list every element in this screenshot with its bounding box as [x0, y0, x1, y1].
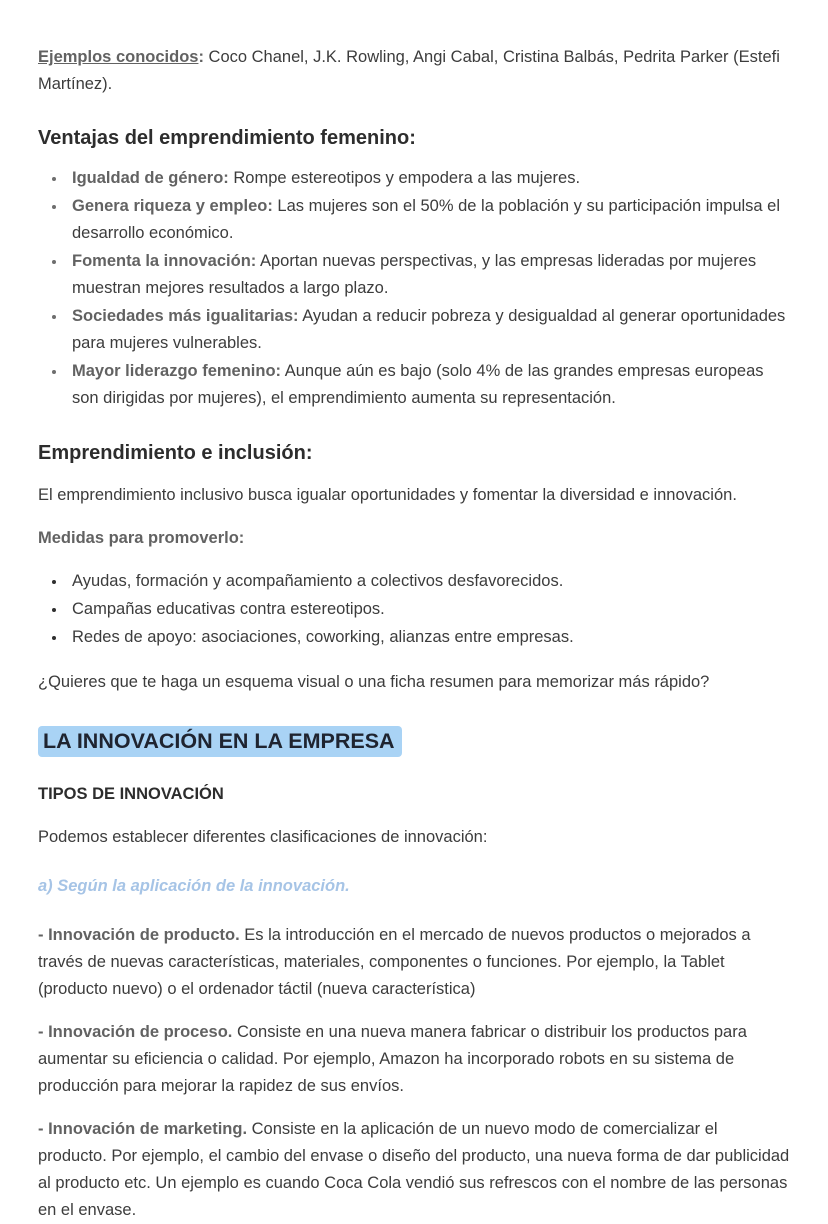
heading-ventajas: Ventajas del emprendimiento femenino:: [38, 127, 416, 150]
bullet-label: Igualdad de género:: [72, 169, 229, 188]
heading-inclusion: Emprendimiento e inclusión:: [38, 441, 313, 464]
intro-colon: :: [198, 48, 204, 66]
paragraph-text: Es la introducción en el mercado de nuevos productos o mejorados a través de nuevas características, materiales, componentes o funciones. Por ejemplo, la Tablet (producto nuevo) o el ordenador táctil (nueva característica): [38, 925, 751, 999]
highlighted-title-wrap: [38, 726, 790, 757]
paragraph-text: Consiste en una nueva manera fabricar o distribuir los productos para aumentar su eficiencia o calidad. Por ejemplo, Amazon ha incorporado robots en su sistema de producción para mejorar la rapidez de sus envíos.: [38, 1023, 747, 1096]
subtitle-tipos: TIPOS DE INNOVACIÓN: [38, 784, 224, 803]
subheading-label: Medidas para promoverlo:: [38, 528, 245, 547]
innovation-paragraph-producto: [38, 922, 790, 1003]
paragraph-text: Consiste en la aplicación de un nuevo modo de comercializar el producto. Por ejemplo, el cambio del envase o diseño del producto, una nueva forma de dar publicidad al producto etc. Un ejemplo es cuando Coca Cola vendió sus refrescos con el nombre de las personas en el envase.: [38, 1120, 790, 1220]
bullet-label: Genera riqueza y empleo:: [72, 197, 273, 216]
list-item: [67, 303, 790, 357]
bullet-text: Las mujeres son el 50% de la población y su participación impulsa el desarrollo económico.: [72, 197, 781, 243]
medidas-list: [38, 568, 790, 651]
list-item: [67, 624, 790, 651]
bullet-text: Rompe estereotipos y empodera a las mujeres.: [228, 169, 581, 188]
ventajas-list: [38, 165, 790, 412]
bullet-text: Aportan nuevas perspectivas, y las empresas lideradas por mujeres muestran mejores resultados a largo plazo.: [72, 252, 757, 298]
innovation-paragraph-marketing: [38, 1116, 790, 1224]
bullet-text: Aunque aún es bajo (solo 4% de las grandes empresas europeas son dirigidas por mujeres), el emprendimiento aumenta su representación.: [72, 362, 764, 408]
list-item: [67, 596, 790, 623]
bullet-text: Ayudan a reducir pobreza y desigualdad al generar oportunidades para mujeres vulnerables.: [72, 307, 786, 353]
list-item: [67, 568, 790, 595]
inclusion-paragraph: El emprendimiento inclusivo busca igualar oportunidades y fomentar la diversidad e innovación.: [38, 485, 737, 504]
question-paragraph: ¿Quieres que te haga un esquema visual o una ficha resumen para memorizar más rápido?: [38, 672, 710, 691]
paragraph-label: - Innovación de proceso.: [38, 1023, 233, 1042]
paragraph-label: - Innovación de producto.: [38, 925, 240, 944]
innovacion-intro: Podemos establecer diferentes clasificaciones de innovación:: [38, 827, 488, 846]
classification-a: a) Según la aplicación de la innovación.: [38, 876, 350, 895]
list-item: [67, 248, 790, 302]
bullet-text: Ayudas, formación y acompañamiento a colectivos desfavorecidos.: [72, 571, 564, 590]
intro-label: Ejemplos conocidos: [38, 48, 199, 66]
bullet-text: Redes de apoyo: asociaciones, coworking, alianzas entre empresas.: [72, 627, 574, 646]
bullet-text: Campañas educativas contra estereotipos.: [72, 599, 385, 618]
bullet-label: Fomenta la innovación:: [72, 252, 257, 271]
highlighted-title: LA INNOVACIÓN EN LA EMPRESA: [38, 726, 402, 757]
intro-text: Coco Chanel, J.K. Rowling, Angi Cabal, Cristina Balbás, Pedrita Parker (Estefi Martínez).: [38, 48, 780, 94]
intro-paragraph: [38, 44, 790, 98]
list-item: [67, 193, 790, 247]
paragraph-label: - Innovación de marketing.: [38, 1120, 248, 1139]
innovation-paragraph-proceso: [38, 1019, 790, 1100]
bullet-label: Mayor liderazgo femenino:: [72, 362, 282, 381]
list-item: [67, 358, 790, 412]
inclusion-subheading: [38, 525, 790, 552]
bullet-label: Sociedades más igualitarias:: [72, 307, 299, 326]
list-item: [67, 165, 790, 192]
